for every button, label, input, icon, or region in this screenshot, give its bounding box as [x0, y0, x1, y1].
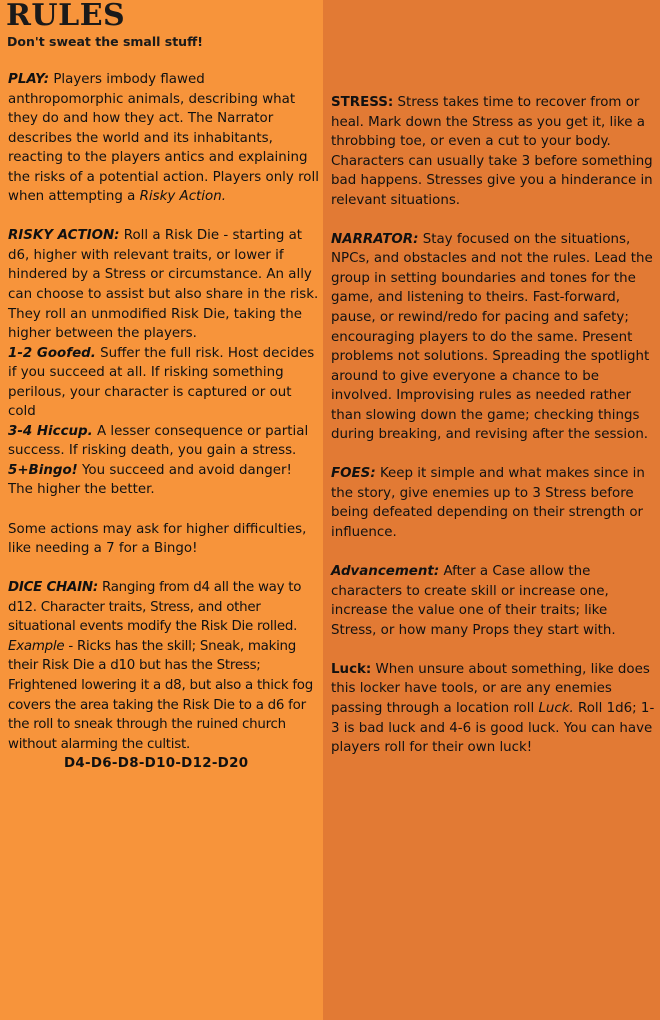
stress-label: STRESS: — [331, 95, 394, 110]
dice-chain-rule — [8, 578, 320, 754]
luck-text: When unsure about something, like does this locker have tools, or are any enemies passing through a location roll — [331, 661, 650, 716]
bingo-rule — [8, 461, 320, 500]
advancement-text: After a Case allow the characters to create skill or increase one, increase the value one of their traits; like Stress, or how many Props they start with. — [331, 564, 616, 638]
risky-action-label: RISKY ACTION: — [8, 228, 120, 244]
play-text: Players imbody flawed anthropomorphic animals, describing what they do and how they act. The Narrator describes the world and its inhabitants, reacting to the players antics and explaining the risks of a potential action. Players only roll when attempting a — [8, 72, 319, 205]
play-label: PLAY: — [8, 72, 50, 87]
goofed-label: 1-2 Goofed. — [8, 345, 96, 361]
left-column — [8, 70, 320, 774]
stress-rule — [331, 93, 656, 210]
narrator-text: Stay focused on the situations, NPCs, and obstacles and not the rules. Lead the group in setting boundaries and tones for the game, and listening to theirs. Fast-forward, pause, or rewind/redo for pacing and safety; encouraging players to do the same. Present problems not solutions. Spreading the spotlight around to give everyone a chance to be involved. Improvising rules as needed rather than slowing down the game; checking things during breaking, and revising after the session. — [331, 231, 653, 443]
advancement-rule — [331, 562, 656, 640]
dice-chain-label: DICE CHAIN: — [8, 580, 98, 596]
dice-chain-text: Ranging from d4 all the way to d12. Character traits, Stress, and other situational events modify the Risk Die rolled. — [8, 580, 302, 635]
goofed-rule — [8, 344, 320, 422]
stress-text: Stress takes time to recover from or heal. Mark down the Stress as you get it, like a throbbing toe, or even a cut to your body. Characters can usually take 3 before something bad happens. Stresses give you a hinderance in relevant situations. — [331, 95, 653, 208]
narrator-label: NARRATOR: — [331, 231, 419, 247]
narrator-rule — [331, 230, 656, 445]
page-title: RULES — [6, 0, 126, 33]
hiccup-text: A lesser consequence or partial success. If risking death, you gain a stress. — [8, 423, 309, 459]
dice-chain-example-label: Example — [8, 638, 65, 654]
higher-difficulties-note: Some actions may ask for higher difficulties, like needing a 7 for a Bingo! — [8, 521, 307, 557]
dice-chain-example-text: - Ricks has the skill; Sneak, making their Risk Die a d10 but has the Stress; Frightened lowering it a d8, but also a thick fog covers the area taking the Risk Die to a d6 for the roll to sneak through the ruined church without alarming the cultist. — [8, 638, 313, 752]
bingo-text: You succeed and avoid danger! The higher the better. — [8, 462, 292, 498]
goofed-text: Suffer the full risk. Host decides if you succeed at all. If risking something perilous, your character is captured or out cold — [8, 345, 315, 420]
luck-rule — [331, 660, 656, 758]
risky-action-rule — [8, 226, 320, 343]
hiccup-label: 3-4 Hiccup. — [8, 423, 93, 439]
luck-text-after: Roll 1d6; 1-3 is bad luck and 4-6 is good luck. You can have players roll for their own luck! — [331, 700, 655, 756]
luck-italic-word: Luck. — [538, 700, 574, 716]
play-rule — [8, 70, 320, 207]
luck-label: Luck: — [331, 661, 372, 677]
right-column — [331, 93, 656, 758]
risky-action-text: Roll a Risk Die - starting at d6, higher with relevant traits, or lower if hindered by a Stress or circumstance. An ally can choose to assist but also share in the risk. They roll an unmodified Risk Die, taking the higher between the players. — [8, 228, 319, 342]
hiccup-rule — [8, 422, 320, 461]
foes-text: Keep it simple and what makes since in the story, give enemies up to 3 Stress before being defeated depending on their strength or influence. — [331, 466, 645, 541]
play-italic-tail: Risky Action. — [139, 189, 226, 205]
dice-chain-sequence: D4-D6-D8-D10-D12-D20 — [64, 756, 249, 772]
page-subtitle: Don't sweat the small stuff! — [7, 34, 203, 49]
foes-label: FOES: — [331, 466, 376, 482]
foes-rule — [331, 464, 656, 542]
bingo-label: 5+Bingo! — [8, 462, 78, 478]
advancement-label: Advancement: — [331, 564, 440, 580]
